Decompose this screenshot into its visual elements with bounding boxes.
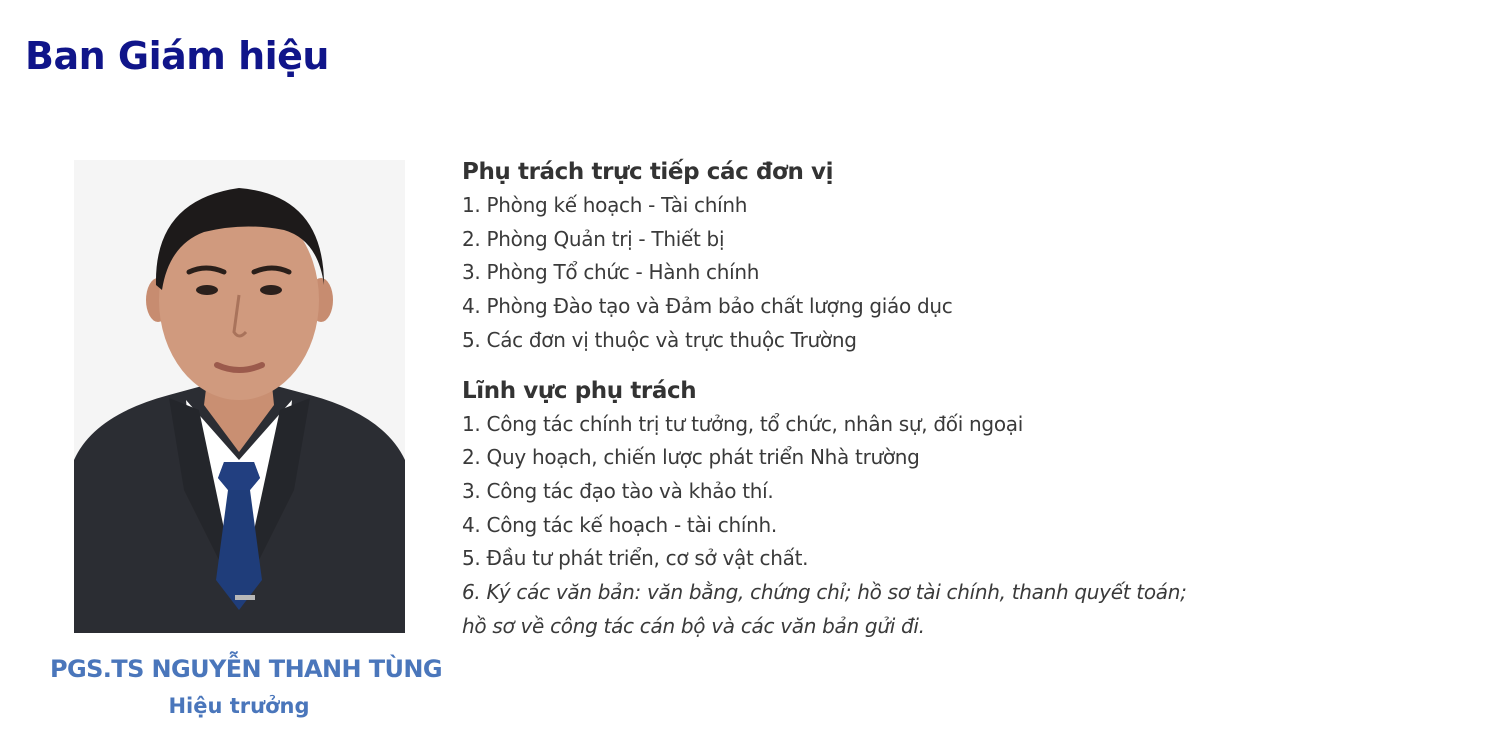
portrait-illustration bbox=[74, 160, 405, 633]
list-item: 4. Công tác kế hoạch - tài chính. bbox=[462, 512, 777, 537]
list-item: 3. Công tác đạo tào và khảo thí. bbox=[462, 478, 774, 503]
fields-list bbox=[462, 408, 1462, 644]
italic-item-line-2: hồ sơ về công tác cán bộ và các văn bản gửi đi. bbox=[462, 613, 925, 638]
page-title: Ban Giám hiệu bbox=[25, 34, 329, 78]
list-item: 4. Phòng Đào tạo và Đảm bảo chất lượng giáo dục bbox=[462, 294, 953, 319]
list-item: 5. Các đơn vị thuộc và trực thuộc Trường bbox=[462, 327, 857, 352]
italic-item-line-1: 6. Ký các văn bản: văn bằng, chứng chỉ; hồ sơ tài chính, thanh quyết toán; bbox=[462, 580, 1187, 605]
list-item: 2. Quy hoạch, chiến lược phát triển Nhà trường bbox=[462, 445, 920, 470]
list-item: 5. Đầu tư phát triển, cơ sở vật chất. bbox=[462, 546, 809, 571]
portrait-photo bbox=[74, 160, 405, 633]
list-item: 2. Phòng Quản trị - Thiết bị bbox=[462, 226, 725, 251]
list-item: 3. Phòng Tổ chức - Hành chính bbox=[462, 260, 760, 285]
fields-heading: Lĩnh vực phụ trách bbox=[462, 377, 697, 404]
units-heading: Phụ trách trực tiếp các đơn vị bbox=[462, 159, 834, 185]
person-name: PGS.TS NGUYỄN THANH TÙNG bbox=[50, 655, 442, 683]
responsibilities-column bbox=[462, 155, 1462, 643]
units-list bbox=[462, 189, 1462, 358]
list-item-italic bbox=[462, 576, 1462, 643]
list-item: 1. Công tác chính trị tư tưởng, tổ chức, nhân sự, đối ngoại bbox=[462, 411, 1023, 436]
list-item: 1. Phòng kế hoạch - Tài chính bbox=[462, 193, 748, 217]
person-role: Hiệu trưởng bbox=[168, 694, 310, 718]
